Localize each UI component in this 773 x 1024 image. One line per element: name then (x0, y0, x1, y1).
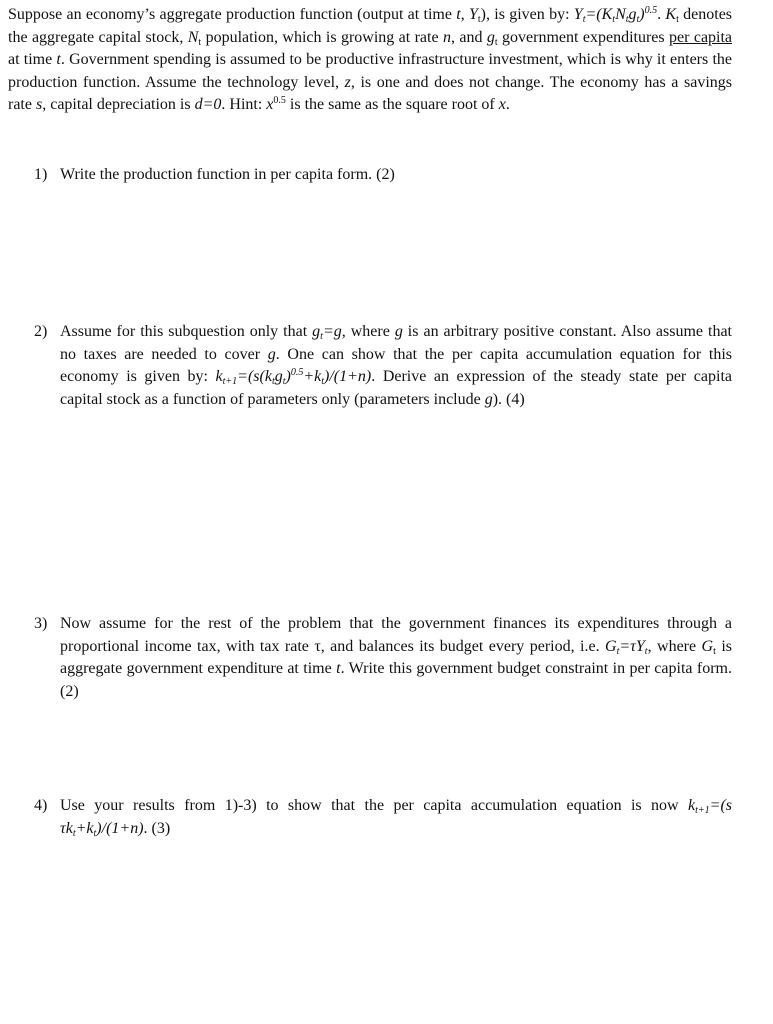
var-z: z (344, 73, 351, 91)
intro-text: government expenditures (497, 28, 670, 46)
subscript-t: t (477, 14, 481, 25)
var-Y: Y (468, 6, 478, 23)
var-g: g (267, 345, 276, 363)
intro-text: at time (8, 51, 57, 68)
new-accumulation-equation: $k_{t+1}=(s$ $\tau k_t+k_t)/(1+n)$ (60, 797, 732, 839)
intro-text: ), is given by: (480, 6, 574, 23)
depreciation-equation: d=0 (194, 96, 222, 113)
var-x: x (266, 96, 274, 113)
accumulation-equation: $k_{t+1}=(s(k_tg_t)^{0.5}+k_t)/(1+n)$ (215, 367, 372, 387)
intro-text: denotes the aggregate capital stock, (8, 6, 733, 46)
question-number: 4) (34, 797, 48, 814)
question-text: Write the production function in per capita form. (2) (60, 166, 395, 183)
intro-text: Suppose an economy’s aggregate production function (output at time (8, 6, 457, 23)
var-G: G (701, 637, 714, 655)
var-n: n (442, 28, 451, 46)
budget-equation: $G_t=\tau Y_t$ (605, 637, 648, 657)
question-4 (34, 795, 732, 840)
var-s: s (35, 96, 43, 113)
intro-text: , and (450, 28, 487, 46)
var-K: K (665, 6, 677, 23)
intro-text: is the same as the square root of (285, 96, 499, 113)
intro-text: . Government spending is assumed to be productive infrastructure investment, which is why it enters the production function. Assume the technology level, (8, 51, 732, 91)
equation-g-const: $g_t=g$ (312, 323, 342, 342)
intro-text: population, which is growing at rate (201, 28, 443, 46)
per-capita-underlined: per capita (669, 28, 733, 46)
question-number: 3) (34, 615, 48, 632)
question-number: 2) (34, 323, 48, 340)
intro-text: . Hint: (221, 96, 267, 113)
intro-text: , capital depreciation is (42, 96, 195, 113)
var-x: x (498, 96, 506, 113)
var-t: t (336, 660, 341, 677)
question-text: Assume for this subquestion only that $g_t=g$, where g is an arbitrary positive constant. Also assume that no taxes are needed to cover g. One can show that the per capita accumulation equation for this economy is given by: $k_{t+1}=(s(k_tg_t)^{0.5}+k_t)/(1+n)$. Derive an expression of the steady state per capita capital stock as a function of parameters only (parameters include g). (4) (60, 323, 733, 408)
question-text: Now assume for the rest of the problem that the government finances its expenditures through a proportional income tax, with tax rate τ, and balances its budget every period, i.e. $G_t=\tau Y_t$, where $G_t$ is aggregate government expenditure at time t. Write this government budget constraint in per capita form. (2) (60, 615, 733, 700)
question-2 (34, 321, 732, 411)
intro-text: , is one and does not change. The economy has a savings rate (8, 73, 732, 113)
question-1 (34, 164, 732, 187)
var-t: t (456, 6, 461, 23)
intro-paragraph: Suppose an economy’s aggregate production function (output at time t, $Y_t$), is given by: $Y_t=(K_tN_tg_t)^{0.5}$. $K_t$ denotes the aggregate capital stock, $N_t$ population, which is growing at rate n, and $g_t$ government expenditures per capita at time t. Government spending is assumed to be productive infrastructure investment, which is why it enters the production function. Assume the technology level, z, is one and does not change. The economy has a savings rate s, capital depreciation is d=0. Hint: $x^{0.5}$ is the same as the square root of x. (8, 5, 733, 113)
var-g: g (486, 28, 495, 46)
question-3 (34, 613, 732, 703)
var-g: g (394, 323, 403, 340)
production-function-equation: $Y_t=(K_tN_tg_t)^{0.5}$ (573, 5, 658, 25)
intro-text: . (657, 6, 666, 23)
var-N: N (187, 28, 199, 46)
var-t: t (56, 51, 61, 68)
var-g: g (484, 390, 493, 408)
question-text: Use your results from 1)-3) to show that the per capita accumulation equation is now $k_{t+1}=(s$ $\tau k_t+k_t)/(1+n)$. (3) (60, 797, 732, 839)
question-number: 1) (34, 166, 48, 183)
